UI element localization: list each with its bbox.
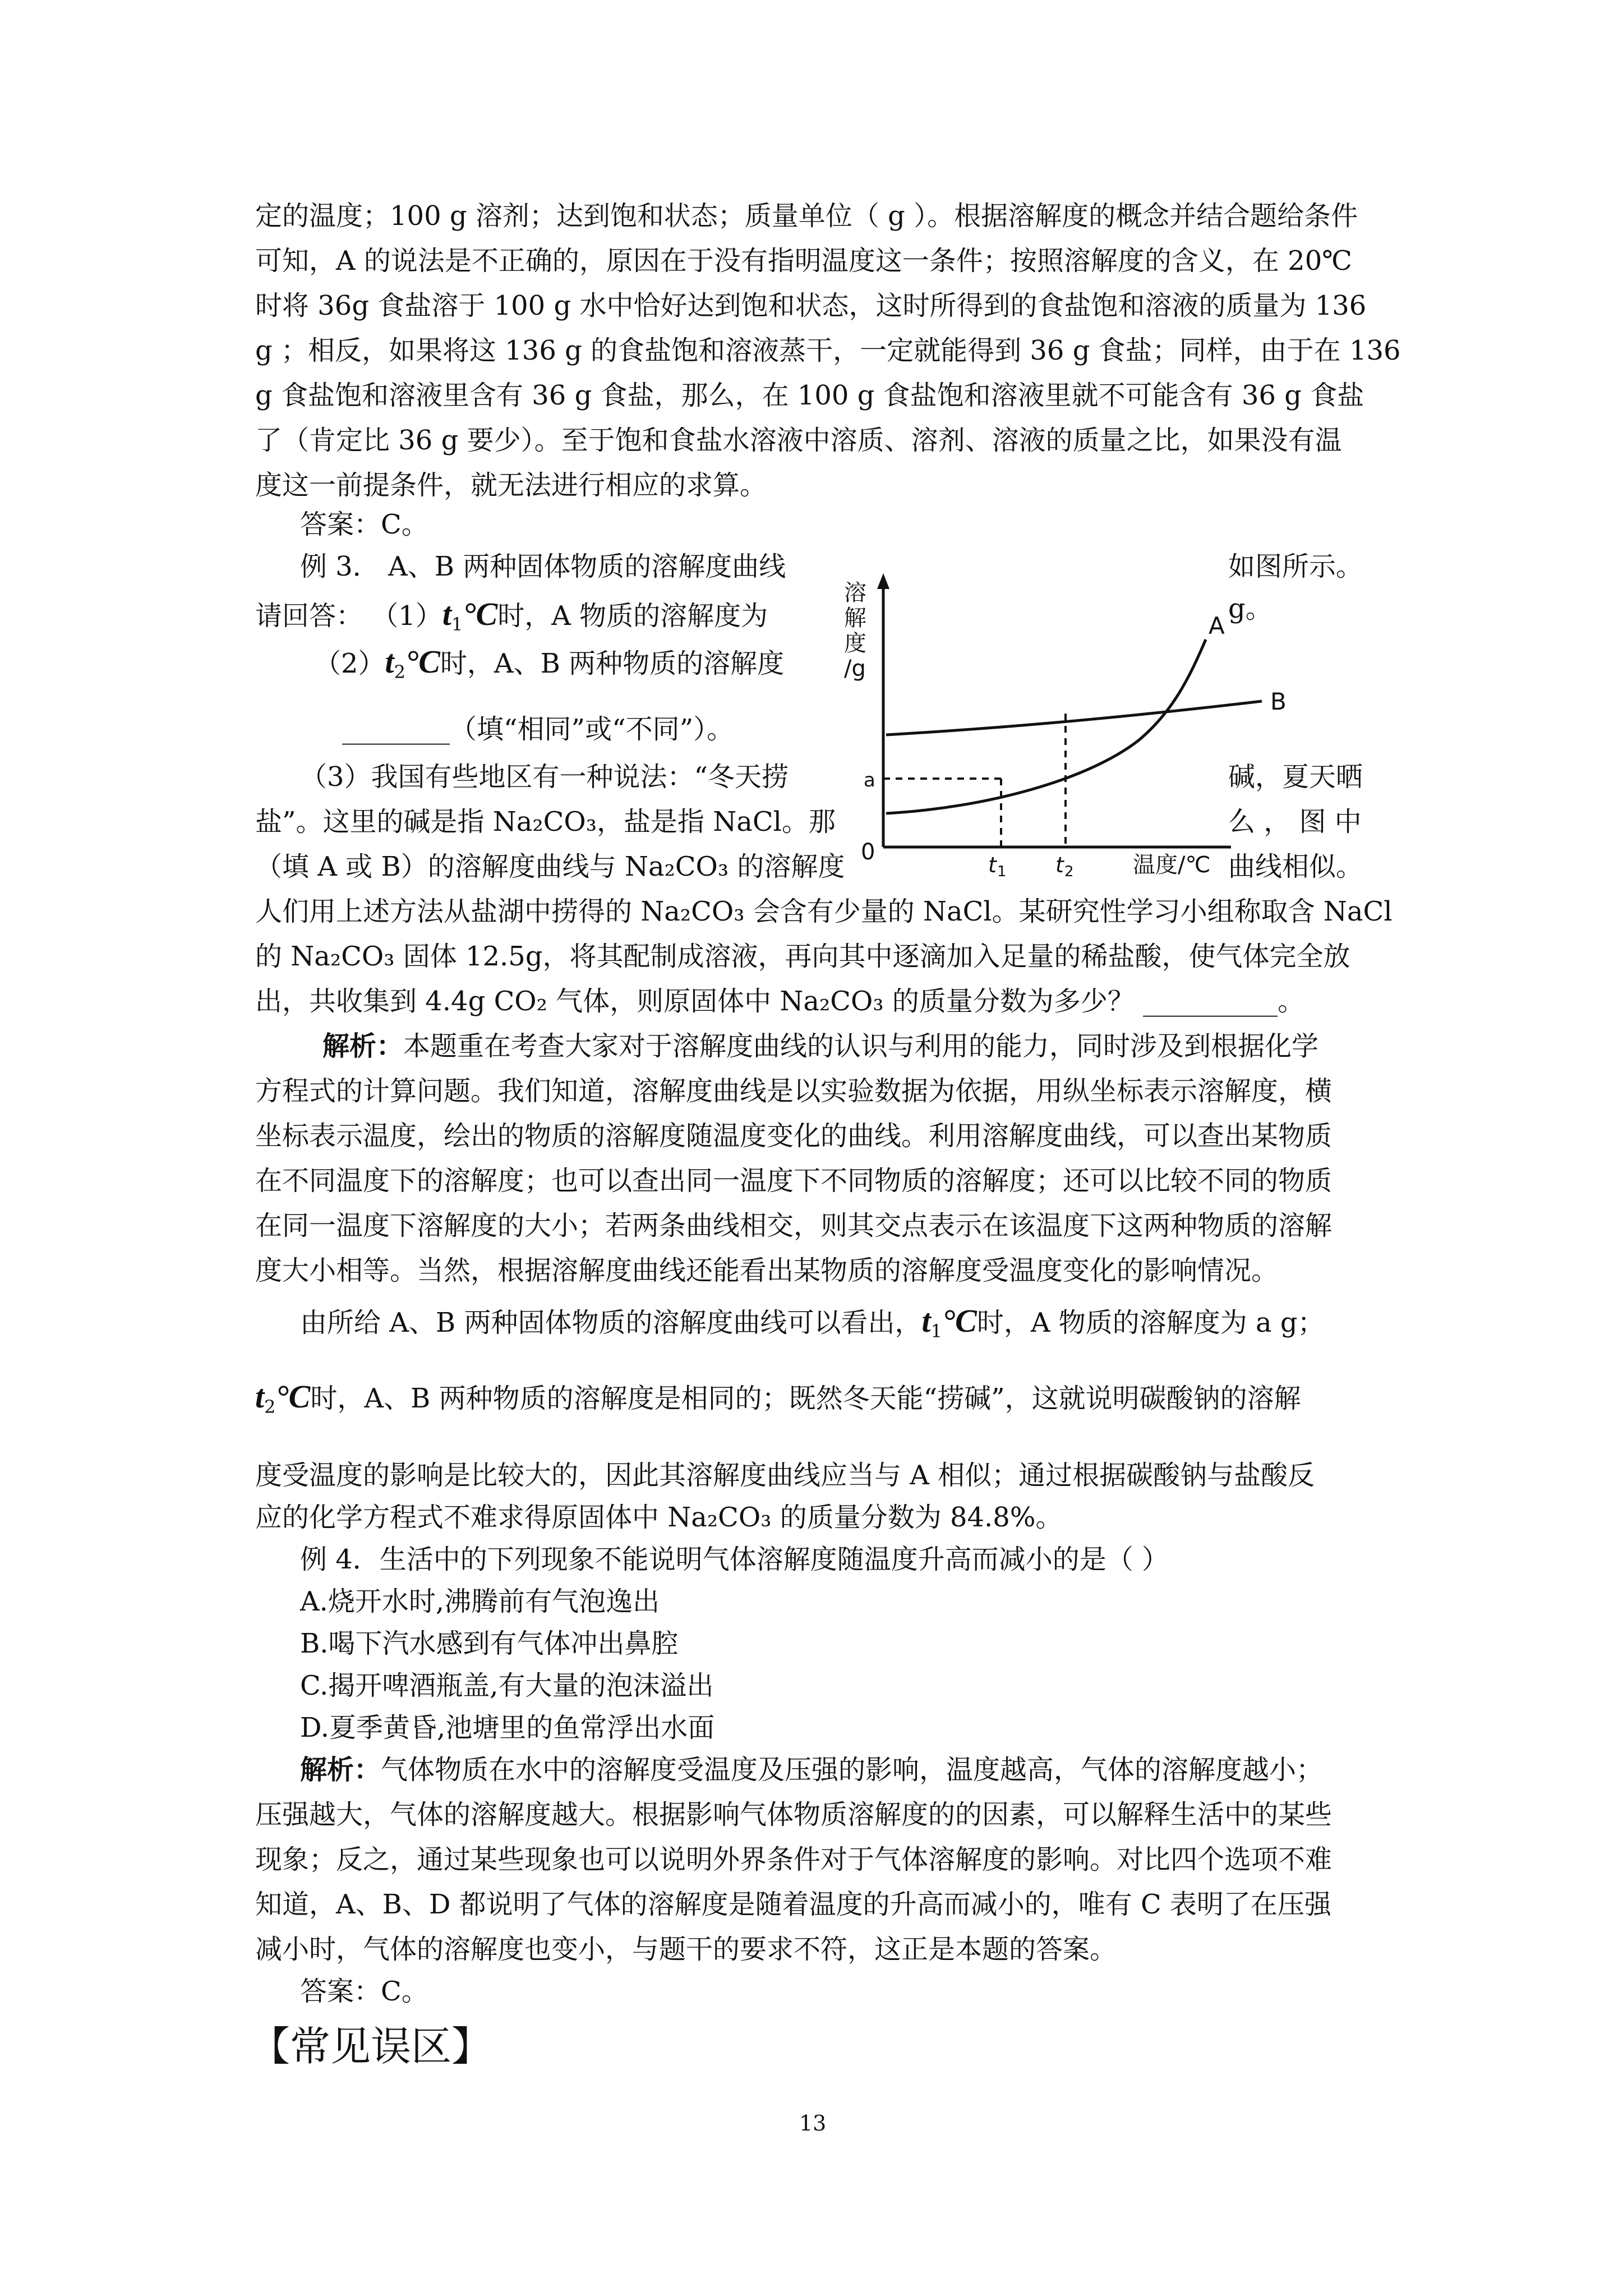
- page-number: 13: [799, 2111, 827, 2136]
- text-line: 定的温度；100 g 溶剂；达到饱和状态；质量单位（ g ）。根据溶解度的概念并结合题给条件: [255, 200, 1358, 232]
- analysis-label: 解析：: [300, 1754, 381, 1786]
- var-t: t: [442, 596, 451, 632]
- text-line: 现象；反之，通过某些现象也可以说明外界条件对于气体溶解度的影响。对比四个选项不难: [255, 1844, 1332, 1875]
- analysis-label: 解析：: [322, 1030, 404, 1062]
- y-axis-arrow: [877, 573, 889, 589]
- text-line: 坐标表示温度，绘出的物质的溶解度随温度变化的曲线。利用溶解度曲线，可以查出某物质: [255, 1120, 1332, 1152]
- curve-b: [886, 701, 1262, 735]
- degree-unit: °C: [463, 596, 498, 632]
- subscript: 2: [394, 661, 406, 683]
- text-line: 可知，A 的说法是不正确的，原因在于没有指明温度这一条件；按照溶解度的含义，在 20℃: [255, 245, 1352, 277]
- answer-text: 答案：C。: [300, 509, 428, 540]
- text-line: 出，共收集到 4.4g CO₂ 气体，则原固体中 Na₂CO₃ 的质量分数为多少？ __________。: [255, 986, 1305, 1017]
- text-line: 度这一前提条件，就无法进行相应的求算。: [255, 470, 767, 501]
- text-line: 在同一温度下溶解度的大小；若两条曲线相交，则其交点表示在该温度下这两种物质的溶解: [255, 1210, 1332, 1241]
- text-segment: 时，A 物质的溶解度为 a g；: [976, 1307, 1325, 1338]
- solubility-curve-svg: [841, 567, 1413, 881]
- origin-label: 0: [861, 839, 875, 865]
- subscript: 1: [451, 614, 463, 635]
- text-line: g。: [1228, 593, 1272, 624]
- text-segment: 气体物质在水中的溶解度受温度及压强的影响，温度越高，气体的溶解度越小；: [381, 1754, 1324, 1786]
- text-segment: 由所给 A、B 两种固体物质的溶解度曲线可以看出，: [300, 1307, 922, 1338]
- subscript: 1: [930, 1320, 942, 1342]
- text-segment: 请回答： （1）: [255, 600, 442, 632]
- example-4-question: 例 4．生活中的下列现象不能说明气体溶解度随温度升高而减小的是（ ）: [300, 1544, 1169, 1575]
- analysis-line: [300, 1753, 1323, 1787]
- analysis-line: [255, 1380, 1301, 1424]
- text-segment: 时，A、B 两种物质的溶解度: [440, 648, 785, 679]
- question-1: [255, 597, 768, 641]
- text-line: 方程式的计算问题。我们知道，溶解度曲线是以实验数据为依据，用纵坐标表示溶解度，横: [255, 1075, 1332, 1107]
- curve-a: [886, 639, 1206, 813]
- subscript: 2: [264, 1396, 276, 1418]
- text-segment: （2）: [314, 648, 385, 679]
- degree-unit: °C: [275, 1378, 311, 1415]
- curve-b-label: B: [1270, 688, 1287, 715]
- t1-subscript: 1: [997, 863, 1007, 880]
- var-t: t: [255, 1378, 265, 1415]
- y-axis-label: 度: [844, 631, 866, 656]
- y-axis-label: 解: [844, 605, 866, 631]
- var-t: t: [385, 643, 394, 680]
- section-heading: 【常见误区】: [250, 2023, 492, 2070]
- degree-unit: °C: [942, 1303, 977, 1339]
- text-line: 度大小相等。当然，根据溶解度曲线还能看出某物质的溶解度受温度变化的影响情况。: [255, 1255, 1279, 1286]
- option-d: D.夏季黄昏,池塘里的鱼常浮出水面: [300, 1712, 715, 1743]
- text-line: 如图所示。: [1228, 551, 1363, 582]
- option-b: B.喝下汽水感到有气体冲出鼻腔: [300, 1628, 679, 1659]
- y-axis-label: 溶: [844, 580, 866, 606]
- text-line: 减小时，气体的溶解度也变小，与题干的要求不符，这正是本题的答案。: [255, 1934, 1117, 1965]
- text-line: （3）我国有些地区有一种说法：“冬天捞: [300, 761, 789, 793]
- var-t: t: [921, 1303, 931, 1339]
- text-line: g ；相反，如果将这 136 g 的食盐饱和溶液蒸干，一定就能得到 36 g 食盐；同样，由于在 136: [255, 335, 1401, 366]
- t2-subscript: 2: [1064, 863, 1074, 880]
- text-line: （填 A 或 B）的溶解度曲线与 Na₂CO₃ 的溶解度: [255, 851, 845, 882]
- text-line: 时将 36g 食盐溶于 100 g 水中恰好达到饱和状态，这时所得到的食盐饱和溶液的质量为 136: [255, 290, 1367, 321]
- question-2: [314, 645, 784, 689]
- option-c: C.揭开啤酒瓶盖,有大量的泡沫溢出: [300, 1670, 714, 1701]
- text-line: 压强越大，气体的溶解度越大。根据影响气体物质溶解度的的因素，可以解释生活中的某些: [255, 1799, 1332, 1830]
- y-axis-label: /g: [844, 656, 866, 682]
- text-segment: 时，A 物质的溶解度为: [497, 600, 768, 632]
- answer-text: 答案：C。: [300, 1976, 428, 2007]
- a-label: a: [864, 769, 875, 792]
- t1-label: t: [988, 853, 997, 877]
- example-3-title: 例 3． A、B 两种固体物质的溶解度曲线: [300, 551, 786, 582]
- curve-a-label: A: [1209, 612, 1225, 639]
- text-segment: 时，A、B 两种物质的溶解度是相同的；既然冬天能“捞碱”，这就说明碳酸钠的溶解: [310, 1383, 1301, 1414]
- text-line: 曲线相似。: [1228, 851, 1363, 882]
- text-line: 知道，A、B、D 都说明了气体的溶解度是随着温度的升高而减小的，唯有 C 表明了在压强: [255, 1889, 1331, 1920]
- text-line: 盐”。这里的碱是指 Na₂CO₃，盐是指 NaCl。那: [255, 806, 836, 838]
- text-line: 碱，夏天晒: [1228, 761, 1363, 793]
- solubility-curve-figure: [841, 567, 1413, 881]
- text-line: 度受温度的影响是比较大的，因此其溶解度曲线应当与 A 相似；通过根据碳酸钠与盐酸反: [255, 1460, 1315, 1491]
- text-line: 了（肯定比 36 g 要少）。至于饱和食盐水溶液中溶质、溶剂、溶液的质量之比，如果没有温: [255, 425, 1342, 456]
- option-a: A.烧开水时,沸腾前有气泡逸出: [300, 1586, 660, 1617]
- text-line: 人们用上述方法从盐湖中捞得的 Na₂CO₃ 会含有少量的 NaCl。某研究性学习小组称取含 NaCl: [255, 896, 1393, 927]
- text-line: 应的化学方程式不难求得原固体中 Na₂CO₃ 的质量分数为 84.8%。: [255, 1502, 1063, 1533]
- text-line: 在不同温度下的溶解度；也可以查出同一温度下不同物质的溶解度；还可以比较不同的物质: [255, 1165, 1332, 1197]
- text-line: ________（填“相同”或“不同”）。: [342, 714, 734, 745]
- analysis-line: [300, 1304, 1325, 1348]
- t2-label: t: [1055, 853, 1064, 877]
- text-line: 么 ， 图 中: [1228, 806, 1362, 838]
- text-line: g 食盐饱和溶液里含有 36 g 食盐，那么，在 100 g 食盐饱和溶液里就不可能含有 36 g 食盐: [255, 380, 1364, 411]
- text-line: 的 Na₂CO₃ 固体 12.5g，将其配制成溶液，再向其中逐滴加入足量的稀盐酸，使气体完全放: [255, 941, 1350, 972]
- degree-unit: °C: [405, 643, 440, 680]
- analysis-line: [322, 1029, 1318, 1063]
- x-axis-label: 温度/℃: [1133, 852, 1211, 878]
- text-segment: 本题重在考查大家对于溶解度曲线的认识与利用的能力，同时涉及到根据化学: [403, 1030, 1319, 1062]
